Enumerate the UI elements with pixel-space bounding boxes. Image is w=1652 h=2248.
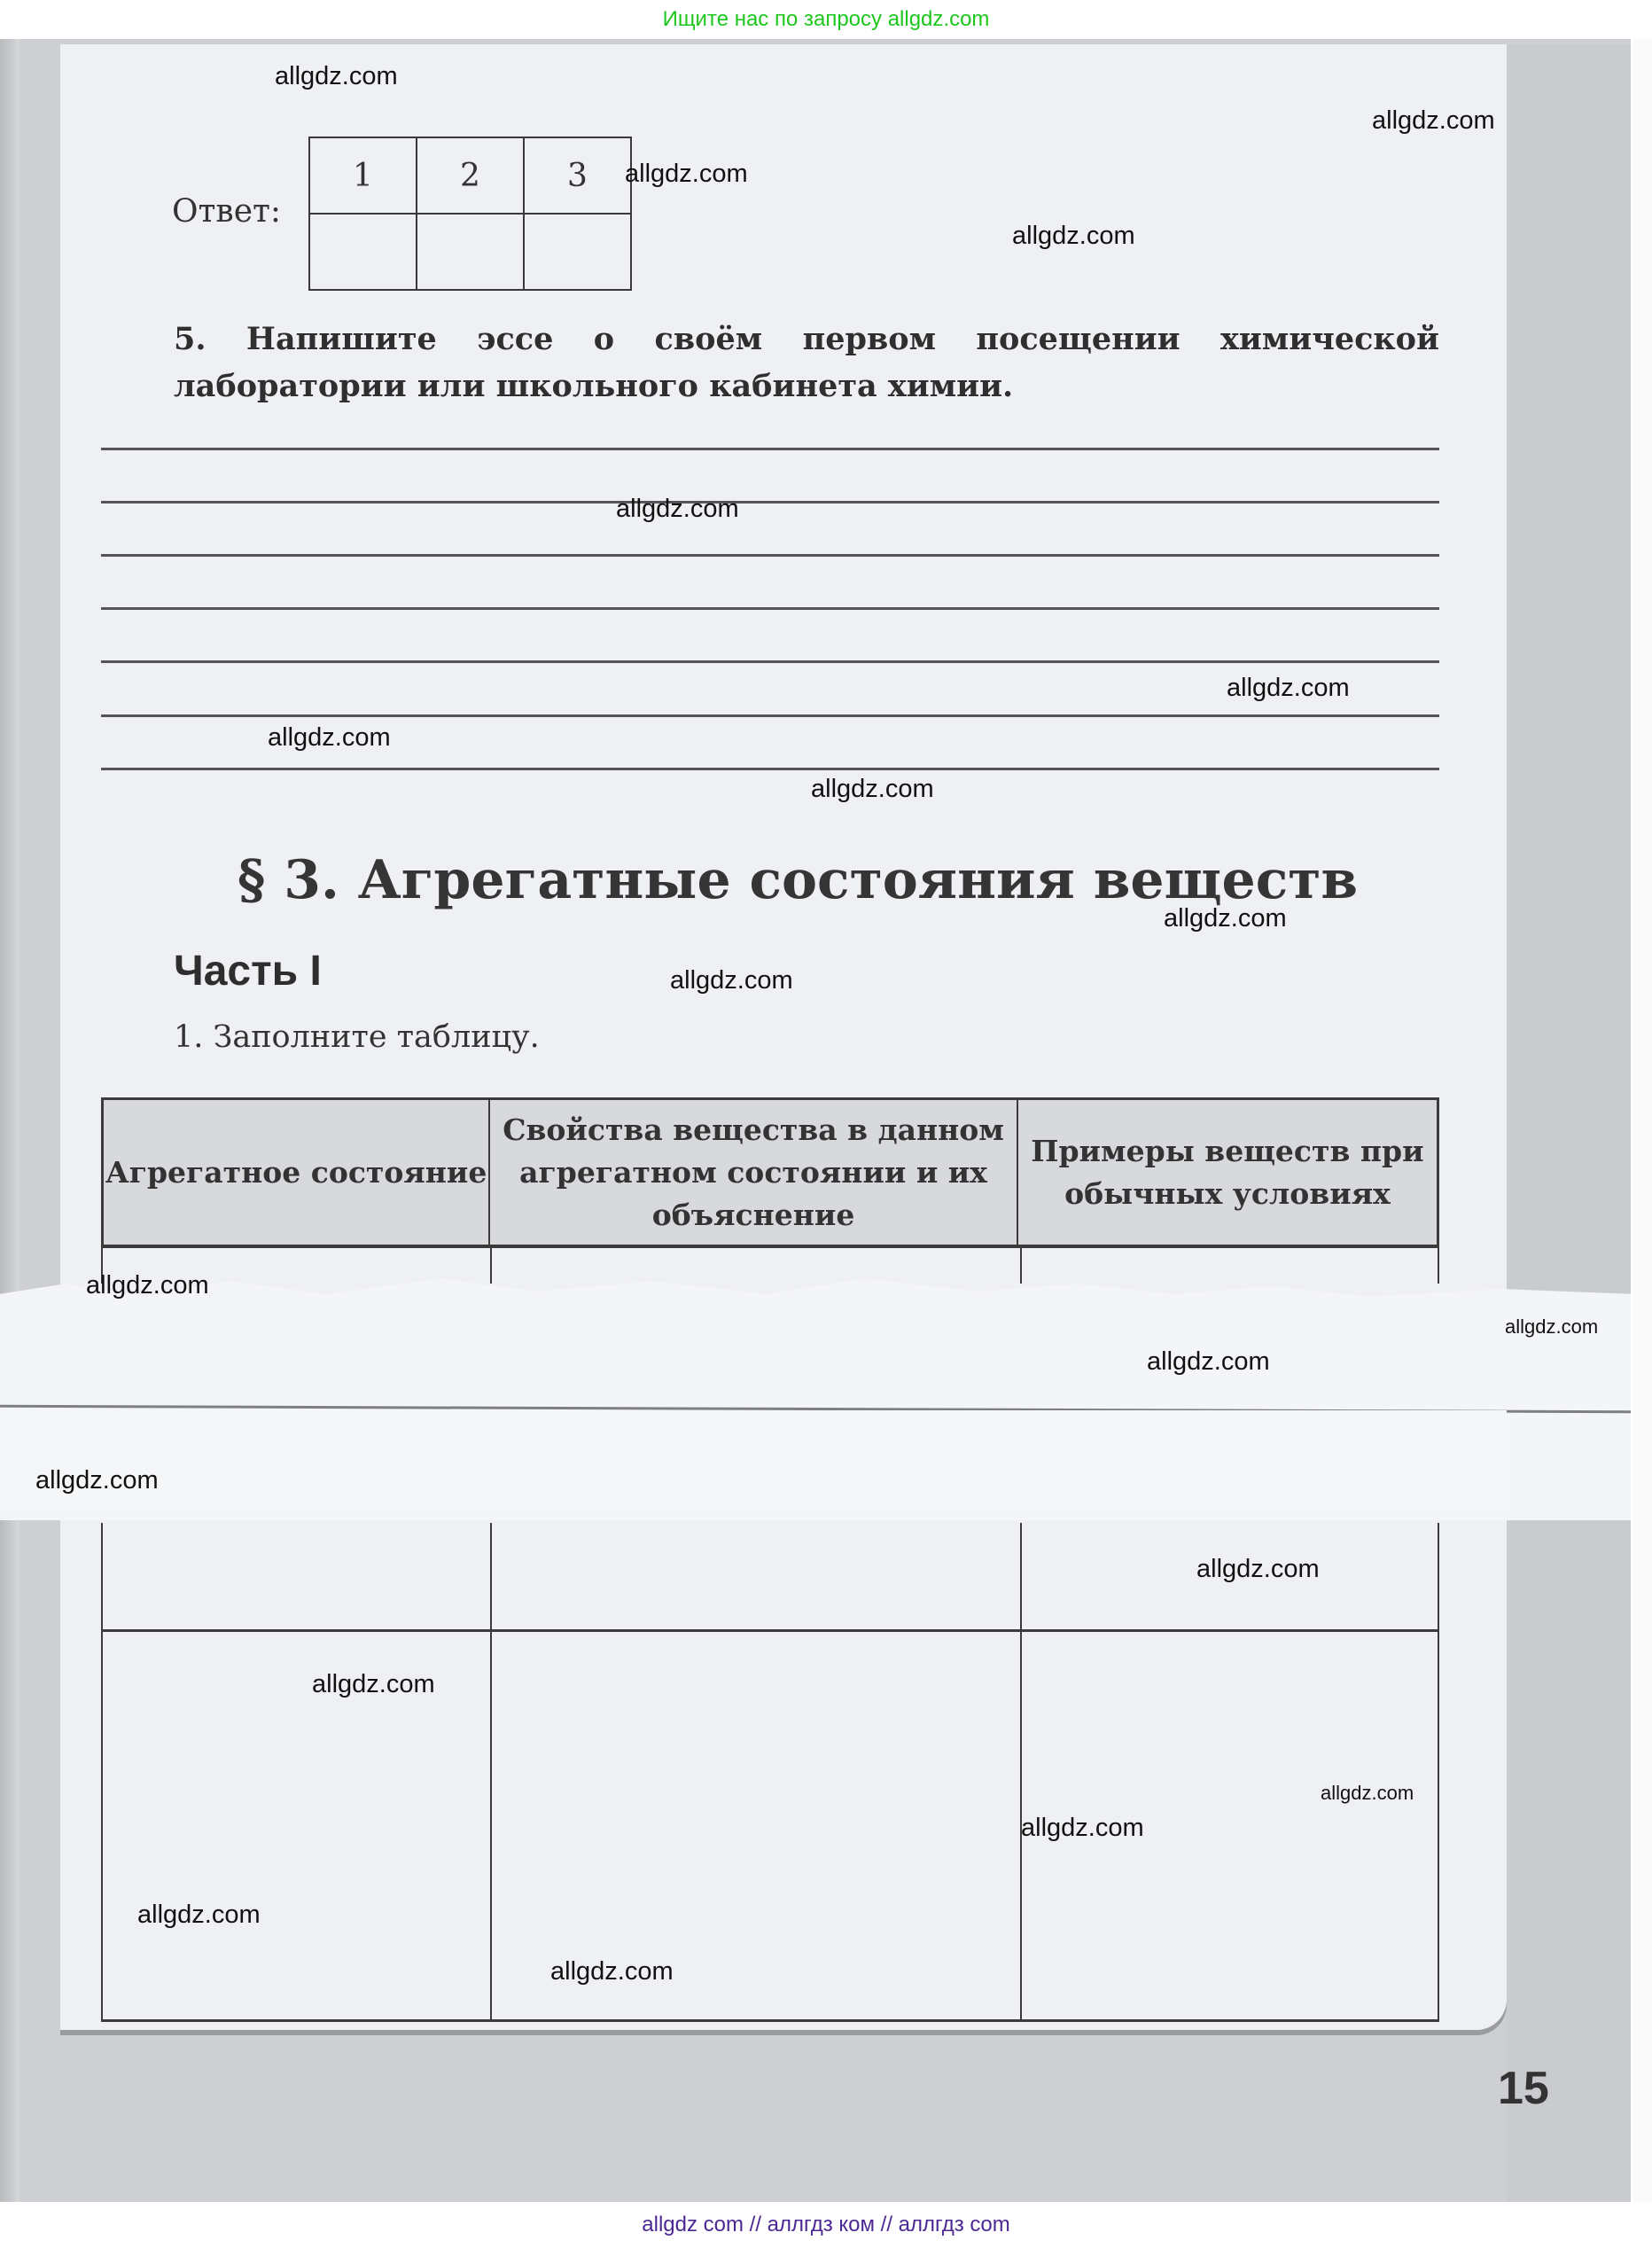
watermark: allgdz.com	[811, 775, 934, 803]
section-title: § 3. Агрегатные состояния веществ	[238, 849, 1359, 911]
table-col-divider	[1020, 1248, 1022, 1284]
top-banner: Ищите нас по запросу allgdz.com	[0, 0, 1652, 39]
scan-left-edge	[0, 39, 19, 2202]
right-margin-strip	[1507, 44, 1631, 2202]
writing-line[interactable]	[101, 768, 1439, 770]
header-properties: Свойства вещества в данном агрегатном состоянии и их объяснение	[490, 1100, 1018, 1245]
watermark: allgdz.com	[616, 495, 739, 523]
states-table-header	[101, 1097, 1439, 1248]
answer-label: Ответ:	[172, 193, 282, 230]
writing-line[interactable]	[101, 660, 1439, 663]
torn-paper-lower	[0, 1410, 1507, 1508]
answer-col-2: 2	[417, 137, 524, 214]
bottom-footer: allgdz com // аллгдз ком // аллгдз com	[0, 2202, 1652, 2248]
watermark: allgdz.com	[670, 966, 793, 995]
watermark: allgdz.com	[1227, 674, 1350, 702]
watermark: allgdz.com	[86, 1271, 209, 1300]
table-border-right	[1438, 1248, 1439, 1284]
watermark: allgdz.com	[1196, 1555, 1320, 1583]
writing-line[interactable]	[101, 714, 1439, 717]
page-number: 15	[1498, 2063, 1549, 2114]
table-border-bottom	[101, 2019, 1439, 2022]
watermark: allgdz.com	[1164, 904, 1287, 933]
table-col-divider	[490, 1248, 492, 1284]
writing-line[interactable]	[101, 501, 1439, 503]
header-examples: Примеры веществ при обычных условиях	[1031, 1133, 1424, 1211]
answer-grid	[308, 137, 632, 291]
task-5-text: 5. Напишите эссе о своём первом посещении химической лаборатории или школьного кабинета химии.	[174, 321, 1439, 404]
watermark: allgdz.com	[312, 1670, 435, 1698]
watermark: allgdz.com	[1021, 1814, 1144, 1842]
watermark: allgdz.com	[550, 1957, 674, 1986]
watermark: allgdz.com	[1147, 1347, 1270, 1376]
table-row-divider	[101, 1629, 1439, 1632]
watermark: allgdz.com	[268, 723, 391, 752]
watermark: allgdz.com	[137, 1901, 261, 1929]
watermark: allgdz.com	[275, 62, 398, 90]
watermark: allgdz.com	[1012, 222, 1135, 250]
writing-line[interactable]	[101, 448, 1439, 450]
right-white-border	[1633, 39, 1652, 2202]
watermark: allgdz.com	[1321, 1782, 1414, 1804]
watermark: allgdz.com	[625, 160, 748, 188]
answer-cell-3[interactable]	[524, 214, 631, 290]
answer-cell-2[interactable]	[417, 214, 524, 290]
watermark: allgdz.com	[35, 1466, 159, 1495]
header-aggregate-state: Агрегатное состояние	[104, 1100, 490, 1245]
task-1-prompt: 1. Заполните таблицу.	[174, 1019, 540, 1055]
watermark: allgdz.com	[1505, 1315, 1599, 1338]
answer-col-3: 3	[524, 137, 631, 214]
writing-line[interactable]	[101, 607, 1439, 610]
answer-cell-1[interactable]	[309, 214, 417, 290]
task-5-prompt	[101, 316, 1439, 410]
answer-col-1: 1	[309, 137, 417, 214]
writing-line[interactable]	[101, 554, 1439, 557]
part-title: Часть I	[174, 948, 322, 995]
table-border-right	[1438, 1523, 1439, 2019]
watermark: allgdz.com	[1372, 106, 1495, 135]
